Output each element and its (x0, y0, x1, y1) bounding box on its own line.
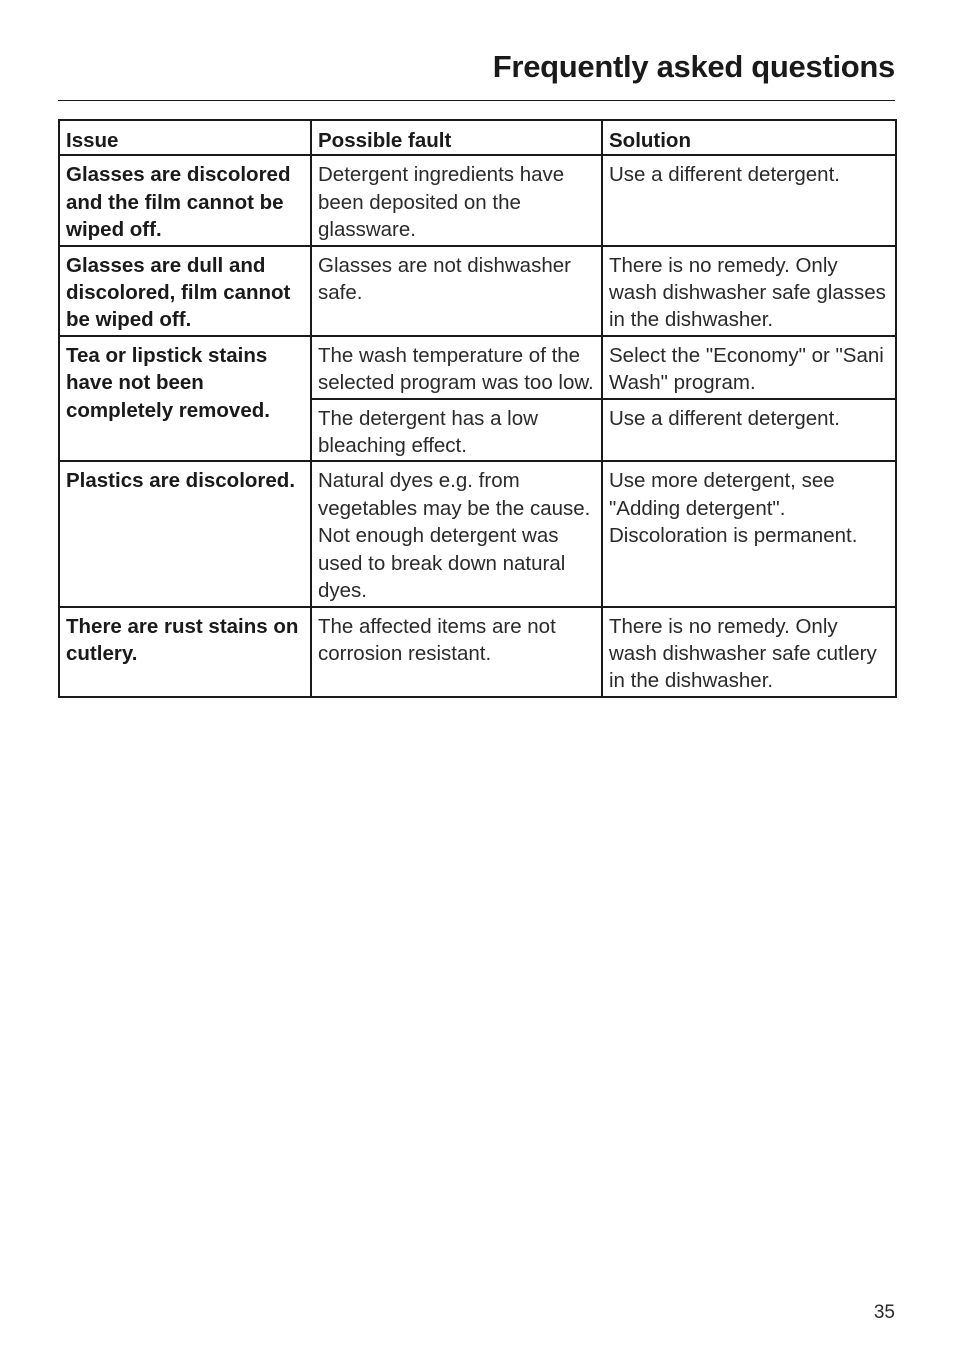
table-row (59, 607, 896, 697)
fault-cell: The affected items are not corrosion resistant. (311, 607, 602, 697)
fault-cell: The detergent has a low bleaching effect. (311, 399, 602, 462)
fault-cell: Glasses are not dishwasher safe. (311, 246, 602, 336)
table-row (59, 461, 896, 606)
issue-cell: Glasses are discolored and the film cannot be wiped off. (59, 155, 311, 245)
fault-cell: Natural dyes e.g. from vegetables may be the cause. Not enough detergent was used to break down natural dyes. (311, 461, 602, 606)
page-title: Frequently asked questions (492, 49, 895, 84)
solution-cell: There is no remedy. Only wash dishwasher safe glasses in the dishwasher. (602, 246, 896, 336)
page-number: 35 (873, 1302, 895, 1323)
issue-cell: Tea or lipstick stains have not been completely removed. (59, 336, 311, 462)
solution-cell: Use more detergent, see "Adding detergent". Discoloration is permanent. (602, 461, 896, 606)
column-header-solution: Solution (602, 120, 896, 155)
column-header-issue: Issue (59, 120, 311, 155)
column-header-possible-fault: Possible fault (311, 120, 602, 155)
issue-cell: There are rust stains on cutlery. (59, 607, 311, 697)
solution-cell: Select the "Economy" or "Sani Wash" program. (602, 336, 896, 399)
issue-cell: Plastics are discolored. (59, 461, 311, 606)
table-row (59, 336, 896, 399)
solution-cell: Use a different detergent. (602, 155, 896, 245)
solution-cell: There is no remedy. Only wash dishwasher safe cutlery in the dishwasher. (602, 607, 896, 697)
fault-cell: The wash temperature of the selected program was too low. (311, 336, 602, 399)
faq-table (58, 119, 897, 698)
solution-cell: Use a different detergent. (602, 399, 896, 462)
table-row (59, 246, 896, 336)
title-divider (58, 100, 895, 101)
fault-cell: Detergent ingredients have been deposited on the glassware. (311, 155, 602, 245)
table-row (59, 155, 896, 245)
table-header-row (59, 120, 896, 155)
issue-cell: Glasses are dull and discolored, film cannot be wiped off. (59, 246, 311, 336)
